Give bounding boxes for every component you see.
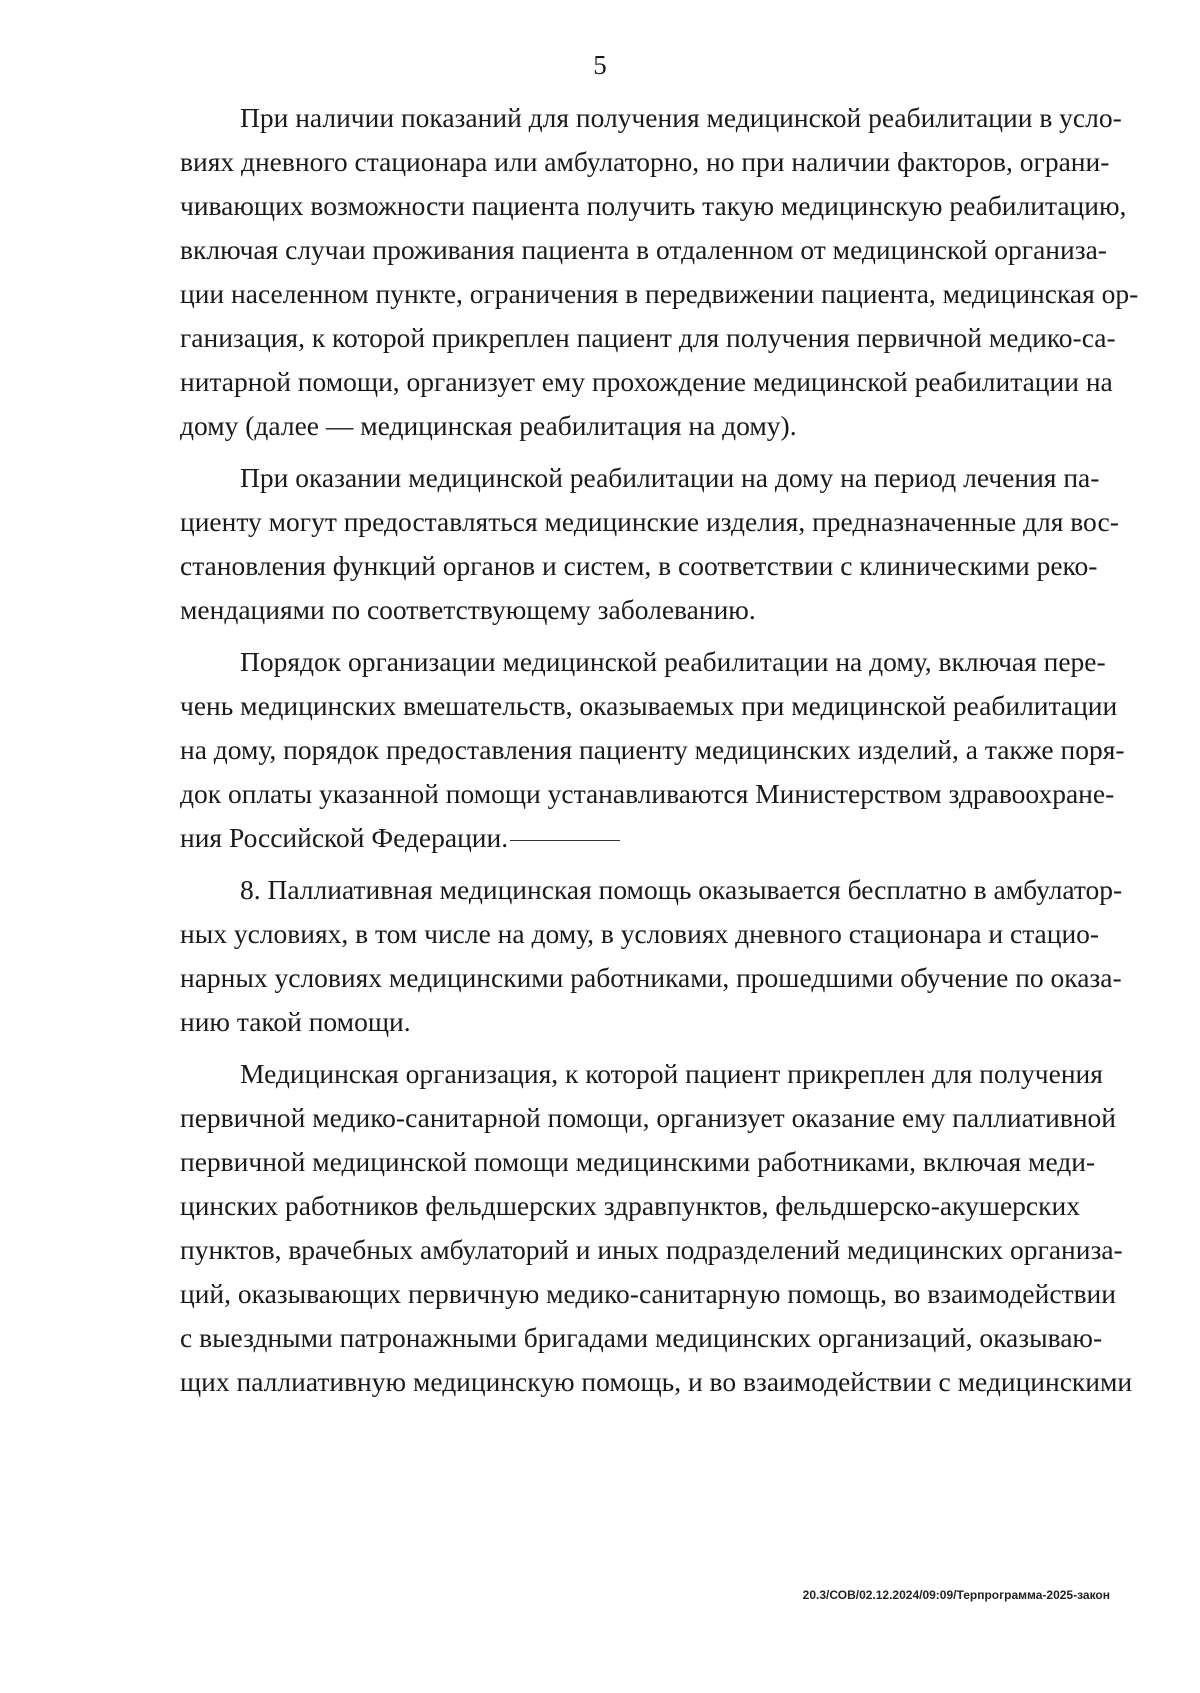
- text-line: дому (далее — медицинская реабилитация на дому).: [180, 410, 797, 441]
- page-number: 5: [593, 50, 607, 80]
- text-line: 8. Паллиативная медицинская помощь оказывается бесплатно в амбулатор-: [240, 874, 1123, 905]
- text-line: нию такой помощи.: [180, 1006, 411, 1037]
- text-line: чень медицинских вмешательств, оказываемых при медицинской реабилитации: [180, 690, 1118, 721]
- text-line: чивающих возможности пациента получить такую медицинскую реабилитацию,: [180, 190, 1127, 221]
- text-line: на дому, порядок предоставления пациенту медицинских изделий, а также поря-: [180, 734, 1125, 765]
- text-line: При оказании медицинской реабилитации на дому на период лечения па-: [240, 462, 1100, 493]
- text-line: включая случаи проживания пациента в отдаленном от медицинской организа-: [180, 234, 1107, 265]
- paragraph-palliative-care: [180, 868, 1123, 1044]
- text-line: [180, 816, 1064, 860]
- text-line: ции населенном пункте, ограничения в передвижении пациента, медицинская ор-: [180, 278, 1139, 309]
- paragraph-procedure-order: [180, 640, 1125, 860]
- paragraph-rehab-conditions: [180, 96, 1139, 448]
- text-line: циенту могут предоставляться медицинские изделия, предназначенные для вос-: [180, 506, 1119, 537]
- text-line: первичной медико-санитарной помощи, организует оказание ему паллиативной: [180, 1102, 1117, 1133]
- strike-line: [510, 840, 620, 841]
- text-line: мендациями по соответствующему заболеванию.: [180, 594, 756, 625]
- text-line: док оплаты указанной помощи устанавливаются Министерством здравоохране-: [180, 778, 1115, 809]
- text-line: цинских работников фельдшерских здравпунктов, фельдшерско-акушерских: [180, 1190, 1080, 1221]
- text-line: пунктов, врачебных амбулаторий и иных подразделений медицинских организа-: [180, 1234, 1123, 1265]
- text-line: с выездными патронажными бригадами медицинских организаций, оказываю-: [180, 1322, 1103, 1353]
- text-line: щих паллиативную медицинскую помощь, и во взаимодействии с медицинскими: [180, 1366, 1133, 1397]
- document-body: [180, 96, 1139, 1404]
- text-line: Порядок организации медицинской реабилитации на дому, включая пере-: [240, 646, 1106, 677]
- paragraph-medical-organization: [180, 1052, 1133, 1404]
- document-footer-id: 20.3/СОВ/02.12.2024/09:09/Терпрограмма-2025-закон: [802, 1588, 1110, 1602]
- text-line: нарных условиях медицинскими работниками, прошедшими обучение по оказа-: [180, 962, 1122, 993]
- text-line: нитарной помощи, организует ему прохождение медицинской реабилитации на: [180, 366, 1113, 397]
- text-line-content: ния Российской Федерации.: [180, 822, 509, 853]
- paragraph-medical-devices: [180, 456, 1119, 632]
- text-line: ных условиях, в том числе на дому, в условиях дневного стационара и стацио-: [180, 918, 1100, 949]
- text-line: ций, оказывающих первичную медико-санитарную помощь, во взаимодействии: [180, 1278, 1116, 1309]
- text-line: Медицинская организация, к которой пациент прикреплен для получения: [240, 1058, 1103, 1089]
- text-line: виях дневного стационара или амбулаторно, но при наличии факторов, ограни-: [180, 146, 1110, 177]
- text-line: ганизация, к которой прикреплен пациент для получения первичной медико-са-: [180, 322, 1116, 353]
- text-line: При наличии показаний для получения медицинской реабилитации в усло-: [240, 102, 1122, 133]
- text-line: становления функций органов и систем, в соответствии с клиническими реко-: [180, 550, 1098, 581]
- text-line: первичной медицинской помощи медицинскими работниками, включая меди-: [180, 1146, 1096, 1177]
